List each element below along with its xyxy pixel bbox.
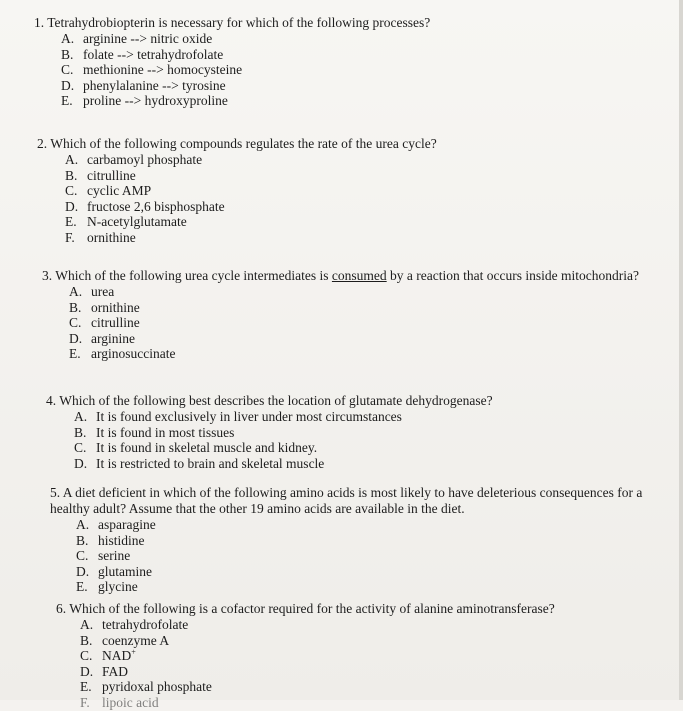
question-stem: 1. Tetrahydrobiopterin is necessary for which of the following processes? bbox=[34, 15, 431, 30]
answer-option: D. fructose 2,6 bisphosphate bbox=[65, 198, 225, 214]
question-3 bbox=[42, 268, 642, 362]
answer-option: C. NAD+ bbox=[80, 647, 136, 664]
answer-option: A. tetrahydrofolate bbox=[80, 617, 189, 632]
answer-option: A. carbamoyl phosphate bbox=[65, 152, 203, 167]
underlined-keyword: consumed bbox=[331, 268, 387, 283]
answer-option: D. arginine bbox=[69, 330, 135, 346]
answer-options bbox=[69, 284, 642, 362]
answer-options bbox=[61, 31, 430, 109]
question-stem: 2. Which of the following compounds regulates the rate of the urea cycle? bbox=[37, 136, 437, 151]
answer-option: B. coenzyme A bbox=[80, 632, 170, 648]
answer-option: C. It is found in skeletal muscle and kidney. bbox=[74, 440, 318, 456]
superscript-plus: + bbox=[131, 647, 136, 657]
question-stem: 3. Which of the following urea cycle intermediates is consumed by a reaction that occurs inside mitochondria? bbox=[42, 268, 639, 283]
answer-option: C. cyclic AMP bbox=[65, 183, 152, 199]
answer-option: E. glycine bbox=[76, 579, 138, 595]
answer-options bbox=[76, 517, 670, 595]
answer-option: B. It is found in most tissues bbox=[74, 424, 235, 440]
paper-edge bbox=[679, 0, 683, 700]
answer-options bbox=[80, 617, 555, 710]
question-2 bbox=[37, 136, 437, 246]
question-stem: 6. Which of the following is a cofactor required for the activity of alanine aminotransferase? bbox=[56, 601, 555, 616]
answer-options bbox=[65, 152, 437, 246]
question-1 bbox=[34, 15, 430, 109]
question-6 bbox=[56, 601, 555, 710]
question-stem: 5. A diet deficient in which of the following amino acids is most likely to have deleterious consequences for a healthy adult? Assume that the other 19 amino acids are available in the diet. bbox=[50, 485, 643, 516]
answer-option: A. asparagine bbox=[76, 517, 156, 532]
answer-option: C. serine bbox=[76, 548, 131, 564]
answer-option: F. lipoic acid bbox=[80, 694, 159, 710]
answer-option: D. phenylalanine --> tyrosine bbox=[61, 77, 226, 93]
question-5 bbox=[50, 485, 670, 595]
answer-option: E. N-acetylglutamate bbox=[65, 214, 187, 230]
question-4 bbox=[46, 393, 493, 471]
answer-option: E. pyridoxal phosphate bbox=[80, 679, 212, 695]
answer-option: D. It is restricted to brain and skeletal muscle bbox=[74, 455, 325, 471]
answer-option: A. arginine --> nitric oxide bbox=[61, 31, 213, 46]
answer-option: C. citrulline bbox=[69, 315, 140, 331]
answer-option: E. arginosuccinate bbox=[69, 346, 176, 362]
question-stem: 4. Which of the following best describes the location of glutamate dehydrogenase? bbox=[46, 393, 493, 408]
answer-option: A. urea bbox=[69, 284, 115, 299]
answer-option: C. methionine --> homocysteine bbox=[61, 62, 243, 78]
answer-option: B. ornithine bbox=[69, 299, 140, 315]
answer-option: B. citrulline bbox=[65, 167, 136, 183]
answer-option: E. proline --> hydroxyproline bbox=[61, 93, 228, 109]
answer-option: B. histidine bbox=[76, 532, 145, 548]
answer-option: D. FAD bbox=[80, 663, 129, 679]
answer-option: A. It is found exclusively in liver under most circumstances bbox=[74, 409, 402, 424]
answer-option: B. folate --> tetrahydrofolate bbox=[61, 46, 224, 62]
answer-option: F. ornithine bbox=[65, 229, 136, 245]
answer-options bbox=[74, 409, 493, 471]
answer-option: D. glutamine bbox=[76, 563, 152, 579]
